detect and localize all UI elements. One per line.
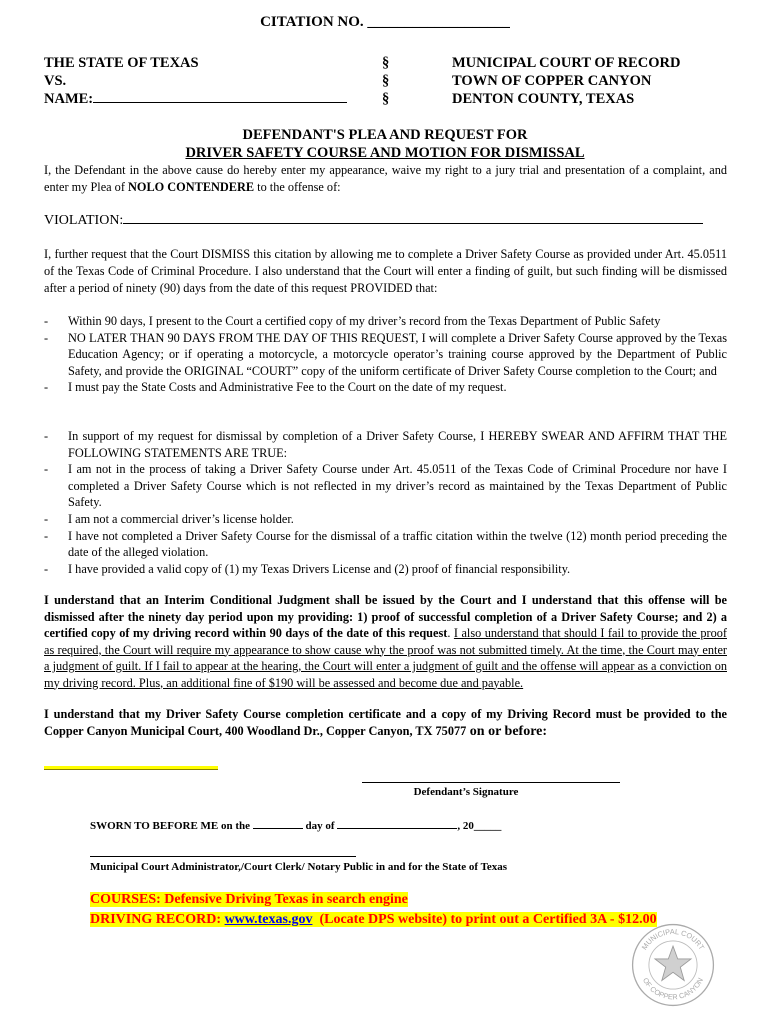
sworn-year-blank[interactable]: _____ xyxy=(473,820,502,832)
list-item: - I must pay the State Costs and Administrative Fee to the Court on the date of my request. xyxy=(44,380,507,395)
request-paragraph: I, further request that the Court DISMISS this citation by allowing me to complete a Driver Safety Course as provided under Art. 45.0511 of the Texas Code of Criminal Procedure. I also understand that the Court will enter a finding of guilt, but such finding will be dismissed after a period of ninety (90) days from the date of this request PROVIDED that: xyxy=(44,247,727,295)
state-of-texas: THE STATE OF TEXAS xyxy=(44,55,199,71)
violation-field[interactable] xyxy=(44,211,703,229)
form-title-line2: DRIVER SAFETY COURSE AND MOTION FOR DISMISSAL xyxy=(185,145,585,161)
list-item: - Within 90 days, I present to the Court a certified copy of my driver’s record from the Texas Department of Public Safety xyxy=(44,314,661,328)
list-item: - I am not in the process of taking a Driver Safety Course under Art. 45.0511 of the Texas Code of Criminal Procedure nor have I completed a Driver Safety Course which is not reflected in my driver’s record as maintained by the Texas Department of Public Safety. xyxy=(44,462,727,510)
texas-gov-link[interactable]: www.texas.gov xyxy=(224,912,313,927)
sworn-month-blank[interactable] xyxy=(337,818,457,829)
court-name: MUNICIPAL COURT OF RECORD xyxy=(452,55,681,71)
delivery-paragraph: I understand that my Driver Safety Course completion certificate and a copy of my Driving Record must be provided to the Copper Canyon Municipal Court, 400 Woodland Dr., Copper Canyon, TX 75077 on or before: xyxy=(44,707,727,739)
name-blank[interactable] xyxy=(93,92,347,103)
name-field[interactable] xyxy=(44,91,347,108)
star-icon xyxy=(655,946,691,980)
list-item: - I have provided a valid copy of (1) my Texas Drivers License and (2) proof of financial responsibility. xyxy=(44,561,571,576)
clerk-label: Municipal Court Administrator,/Court Clerk/ Notary Public in and for the State of Texas xyxy=(90,861,508,873)
driving-record-note: DRIVING RECORD: www.texas.gov (Locate DPS website) to print out a Certified 3A - $12.00 xyxy=(90,912,657,927)
sworn-statement: SWORN TO BEFORE ME on the day of , 20_____ xyxy=(90,820,502,832)
signature-line[interactable] xyxy=(362,782,620,783)
section-mark: § xyxy=(382,55,390,71)
sworn-day-blank[interactable] xyxy=(253,818,303,829)
list-item: - I have not completed a Driver Safety Course for the dismissal of a traffic citation within the twelve (12) month period preceding the date of the alleged violation. xyxy=(44,528,727,560)
oath-list xyxy=(44,428,727,577)
intro-paragraph: I, the Defendant in the above cause do hereby enter my appearance, waive my right to a jury trial and presentation of a complaint, and enter my Plea of NOLO CONTENDERE to the offense of: xyxy=(44,163,727,194)
form-title-line1: DEFENDANT'S PLEA AND REQUEST FOR xyxy=(242,127,528,143)
town-name: TOWN OF COPPER CANYON xyxy=(452,73,652,89)
conditions-list xyxy=(44,313,727,396)
versus-label: VS. xyxy=(44,73,67,89)
courses-note: COURSES: Defensive Driving Texas in search engine xyxy=(90,892,408,907)
citation-number: CITATION NO. ___________________ xyxy=(260,14,510,30)
failure-consequences: I also understand that should I fail to provide the proof as required, the Court will require my appearance to show cause why the proof was not submitted timely. At the time, the Court may enter a judgment of guilt. If I fail to appear at the hearing, the Court will enter a judgment of guilt and the offense will appear as a conviction on my driving record. Plus, an additional fine of $190 will be assessed and become due and payable. xyxy=(44,626,727,690)
understanding-paragraph: I understand that an Interim Conditional Judgment shall be issued by the Court and I understand that this offense will be dismissed after the ninety day period upon my providing: 1) proof of successful completion of a Driver Safety Course; and 2) a certified copy of my driving record within 90 days of the date of this request. I also understand that should I fail to provide the proof as required, the Court will require my appearance to show cause why the proof was not submitted timely. At the time, the Court may enter a judgment of guilt. If I fail to appear at the hearing, the Court will enter a judgment of guilt and the offense will appear as a conviction on my driving record. Plus, an additional fine of $190 will be assessed and become due and payable. xyxy=(44,593,727,690)
violation-blank[interactable] xyxy=(123,211,703,224)
clerk-signature-line[interactable] xyxy=(90,856,356,857)
list-item: - In support of my request for dismissal by completion of a Driver Safety Course, I HEREBY SWEAR AND AFFIRM THAT THE FOLLOWING STATEMENTS ARE TRUE: xyxy=(44,429,727,460)
seal-text-bottom: OF COPPER CANYON xyxy=(641,976,705,1002)
section-mark: § xyxy=(382,91,390,107)
county-name: DENTON COUNTY, TEXAS xyxy=(452,91,635,107)
court-seal xyxy=(630,922,716,1008)
section-mark: § xyxy=(382,73,390,89)
signature-label: Defendant’s Signature xyxy=(413,786,519,798)
name-label: NAME: xyxy=(44,91,94,107)
plea-value: NOLO CONTENDERE xyxy=(128,179,255,194)
list-item: - NO LATER THAN 90 DAYS FROM THE DAY OF THIS REQUEST, I will complete a Driver Safety Course approved by the Texas Education Agency; or if operating a motorcycle, a motorcycle operator’s training course approved by the Department of Public Safety, and provide the ORIGINAL “COURT” copy of the uniform certificate of Driver Safety Course completion to the Court; and xyxy=(44,330,727,378)
seal-text-top: MUNICIPAL COURT xyxy=(639,926,707,952)
list-item: - I am not a commercial driver’s license holder. xyxy=(44,511,294,526)
violation-label: VIOLATION: xyxy=(44,213,124,228)
due-date-blank[interactable] xyxy=(44,766,218,770)
